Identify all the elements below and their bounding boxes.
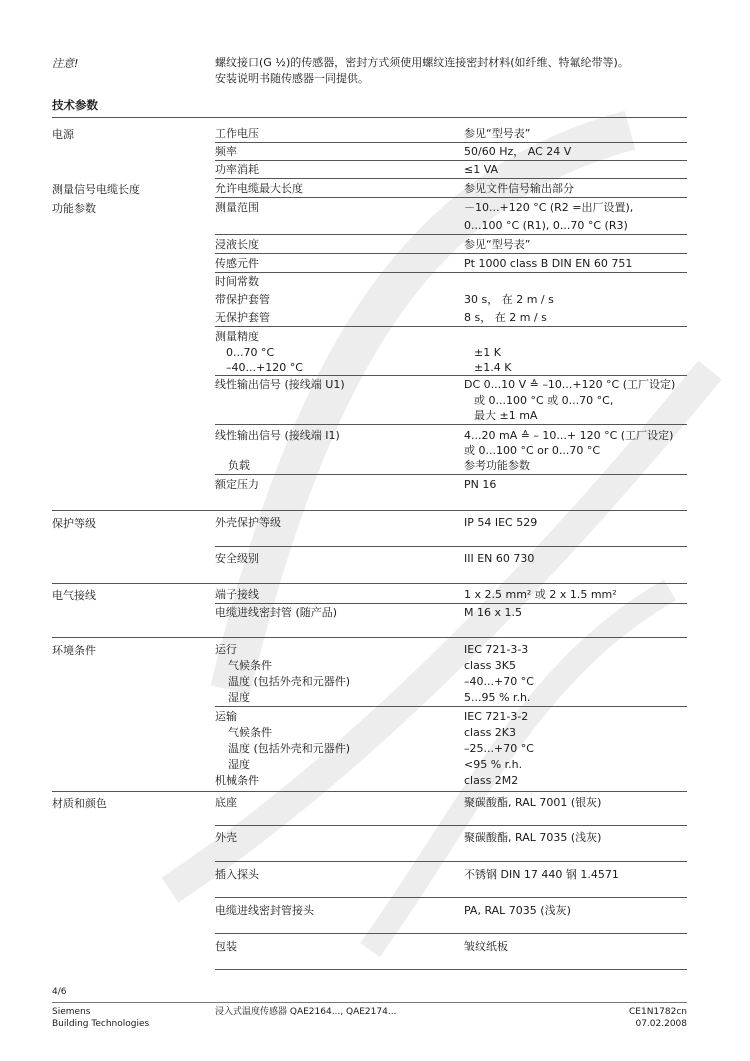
row-label: 0...70 °C (226, 346, 275, 359)
row-value: –25...+70 °C (464, 742, 534, 755)
row-label: –40...+120 °C (226, 361, 303, 374)
row-label: 外壳保护等级 (215, 516, 281, 529)
page-number: 4/6 (52, 987, 67, 997)
row-label: 机械条件 (215, 774, 259, 787)
row-value: 参见文件信号输出部分 (464, 182, 574, 195)
row-label: 传感元件 (215, 257, 259, 270)
row-label: 负载 (228, 459, 250, 472)
row-divider (215, 142, 687, 143)
row-value: 或 0...100 °C or 0...70 °C (464, 444, 601, 457)
row-value: ±1 K (474, 346, 501, 359)
footer-doc-title: 浸入式温度传感器 QAE2164..., QAE2174... (215, 1007, 397, 1017)
row-label: 插入探头 (215, 868, 259, 881)
row-value: IEC 721-3-3 (464, 643, 529, 656)
row-label: 气候条件 (228, 659, 272, 672)
row-divider (215, 603, 687, 604)
row-value: M 16 x 1.5 (464, 606, 522, 619)
row-label: 温度 (包括外壳和元器件) (228, 742, 351, 755)
row-label: 带保护套管 (215, 293, 270, 306)
row-divider (215, 825, 687, 826)
row-divider (215, 197, 687, 198)
row-label: 端子接线 (215, 588, 259, 601)
row-divider (215, 326, 687, 327)
row-value: 不锈钢 DIN 17 440 钢 1.4571 (464, 868, 619, 881)
row-label: 包装 (215, 940, 237, 953)
note-line-2: 安装说明书随传感器一同提供。 (215, 72, 369, 85)
row-value: 50/60 Hz， AC 24 V (464, 145, 572, 158)
row-value: 8 s， 在 2 m / s (464, 311, 547, 324)
row-divider (215, 969, 687, 970)
section-cable-length: 测量信号电缆长度 (52, 183, 140, 196)
row-label: 测量精度 (215, 330, 259, 343)
section-divider (52, 583, 687, 584)
footer-divider (52, 1002, 687, 1003)
row-divider (215, 424, 687, 425)
row-value: 参见“型号表” (464, 127, 531, 140)
row-value: 聚碳酸酯, RAL 7035 (浅灰) (464, 831, 602, 844)
section-electrical: 电气接线 (52, 589, 96, 602)
row-label: 运输 (215, 710, 237, 723)
footer-company: Siemens (52, 1007, 91, 1017)
row-value: –40...+70 °C (464, 675, 534, 688)
note-line-1: 螺纹接口(G ½)的传感器，密封方式须使用螺纹连接密封材料(如纤维、特氟纶带等)。 (215, 56, 629, 69)
row-label: 底座 (215, 796, 237, 809)
row-value: 最大 ±1 mA (474, 409, 538, 422)
section-title: 技术参数 (52, 98, 98, 112)
row-value: 1 x 2.5 mm² 或 2 x 1.5 mm² (464, 588, 617, 601)
row-label: 额定压力 (215, 478, 259, 491)
footer-date: 07.02.2008 (635, 1019, 687, 1029)
section-divider (52, 637, 687, 638)
section-divider (52, 510, 687, 511)
row-label: 工作电压 (215, 127, 259, 140)
footer-division: Building Technologies (52, 1019, 150, 1029)
row-value: 5...95 % r.h. (464, 691, 531, 704)
title-divider (52, 117, 687, 118)
row-value: 30 s， 在 2 m / s (464, 293, 554, 306)
row-label: 线性输出信号 (接线端 U1) (215, 378, 345, 391)
section-material: 材质和颜色 (52, 797, 107, 810)
row-label: 气候条件 (228, 726, 272, 739)
row-value: IP 54 IEC 529 (464, 516, 538, 529)
row-value: PA, RAL 7035 (浅灰) (464, 904, 571, 917)
row-value: class 2M2 (464, 774, 519, 787)
row-value: 参考功能参数 (464, 459, 530, 472)
section-environment: 环境条件 (52, 644, 96, 657)
row-value: 4...20 mA ≙ – 10...+ 120 °C (工厂设定) (464, 429, 674, 442)
section-function: 功能参数 (52, 202, 96, 215)
row-divider (215, 253, 687, 254)
row-label: 温度 (包括外壳和元器件) (228, 675, 351, 688)
row-label: 湿度 (228, 691, 250, 704)
row-label: 无保护套管 (215, 311, 270, 324)
row-label: 电缆进线密封管接头 (215, 904, 314, 917)
row-label: 时间常数 (215, 275, 259, 288)
row-label: 功率消耗 (215, 163, 259, 176)
row-label: 浸液长度 (215, 238, 259, 251)
row-value: PN 16 (464, 478, 497, 491)
row-divider (215, 933, 687, 934)
row-label: 运行 (215, 643, 237, 656)
row-value: ±1.4 K (474, 361, 512, 374)
row-divider (215, 375, 687, 376)
row-value: －10...+120 °C (R2 =出厂设置), (464, 201, 634, 214)
row-label: 电缆进线密封管 (随产品) (215, 606, 338, 619)
row-value: 0...100 °C (R1), 0...70 °C (R3) (464, 219, 628, 232)
row-divider (215, 474, 687, 475)
row-value: class 3K5 (464, 659, 517, 672)
section-power: 电源 (52, 128, 74, 141)
row-value: III EN 60 730 (464, 552, 535, 565)
row-value: 聚碳酸酯, RAL 7001 (银灰) (464, 796, 602, 809)
row-divider (215, 861, 687, 862)
row-value: Pt 1000 class B DIN EN 60 751 (464, 257, 633, 270)
row-label: 测量范围 (215, 201, 259, 214)
row-divider (215, 706, 687, 707)
row-value: 参见“型号表” (464, 238, 531, 251)
row-value: ≤1 VA (464, 163, 499, 176)
row-divider (215, 160, 687, 161)
row-label: 允许电缆最大长度 (215, 182, 303, 195)
footer-doc-number: CE1N1782cn (629, 1007, 687, 1017)
row-value: DC 0...10 V ≙ –10...+120 °C (工厂设定) (464, 378, 676, 391)
row-value: IEC 721-3-2 (464, 710, 529, 723)
row-value: 或 0...100 °C 或 0...70 °C, (474, 394, 614, 407)
row-label: 频率 (215, 145, 237, 158)
row-label: 外壳 (215, 831, 237, 844)
row-label: 线性输出信号 (接线端 I1) (215, 429, 340, 442)
row-value: class 2K3 (464, 726, 517, 739)
row-value: <95 % r.h. (464, 758, 523, 771)
row-divider (215, 897, 687, 898)
section-protection: 保护等级 (52, 517, 96, 530)
note-label: 注意! (52, 57, 79, 70)
watermark-graphic (110, 70, 750, 970)
row-divider (215, 178, 687, 179)
row-label: 湿度 (228, 758, 250, 771)
row-divider (215, 272, 687, 273)
row-divider (215, 234, 687, 235)
row-divider (215, 546, 687, 547)
row-label: 安全级别 (215, 552, 259, 565)
row-value: 皱纹纸板 (464, 940, 508, 953)
section-divider (52, 791, 687, 792)
